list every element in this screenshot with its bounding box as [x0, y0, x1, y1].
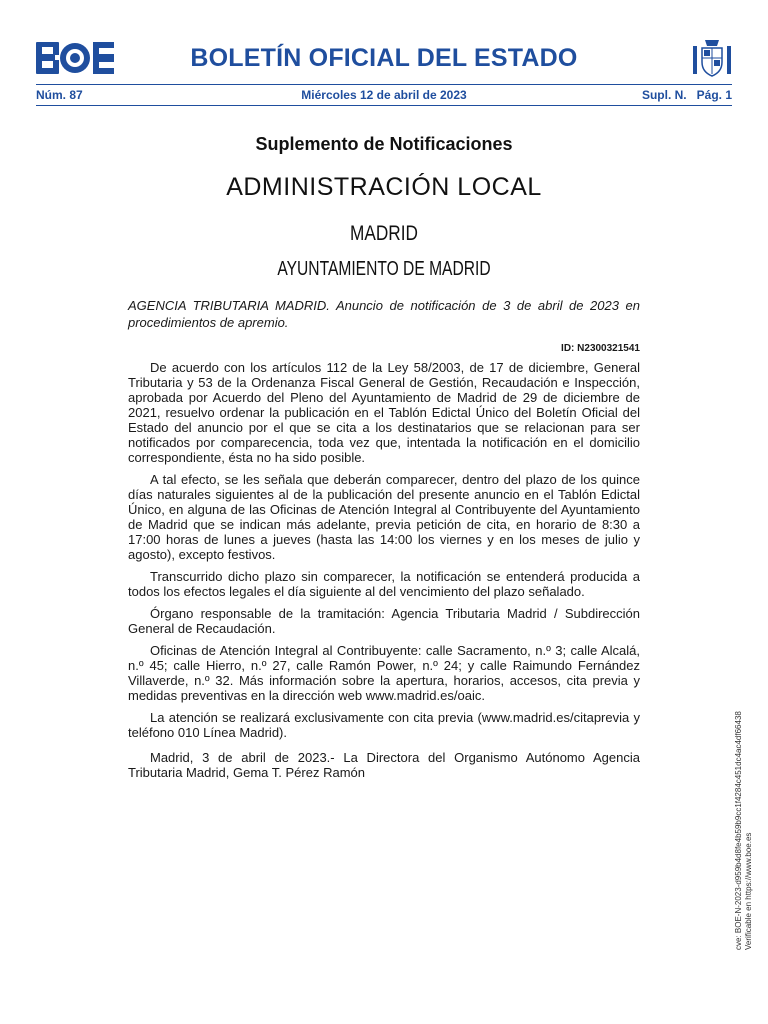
- administration-heading: ADMINISTRACIÓN LOCAL: [226, 173, 542, 201]
- page-number: Pág. 1: [696, 88, 732, 102]
- announcement-summary: AGENCIA TRIBUTARIA MADRID. Anuncio de notificación de 3 de abril de 2023 en procedimientos de apremio.: [128, 298, 640, 330]
- signature: Madrid, 3 de abril de 2023.- La Directora del Organismo Autónomo Agencia Tributaria Madrid, Gema T. Pérez Ramón: [128, 750, 640, 780]
- paragraph: A tal efecto, se les señala que deberán comparecer, dentro del plazo de los quince días naturales siguientes al de la publicación del presente anuncio en el Tablón Edictal Único, en alguna de las Oficinas de Atención Integral al Contribuyente del Ayuntamiento de Madrid que se indican más adelante, previa petición de cita, en horario de 8:30 a 17:00 horas de lunes a jueves (hasta las 14:00 los viernes y en los meses de julio y agosto), excepto festivos.: [128, 472, 640, 562]
- announcement-id: ID: N2300321541: [561, 343, 640, 354]
- issue-date: Miércoles 12 de abril de 2023: [301, 88, 467, 102]
- paragraph: La atención se realizará exclusivamente con cita previa (www.madrid.es/citaprevia y teléfono 010 Línea Madrid).: [128, 710, 640, 740]
- announcement-body: [128, 297, 640, 787]
- header-rule-top: [36, 84, 732, 85]
- paragraph: Oficinas de Atención Integral al Contribuyente: calle Sacramento, n.º 3; calle Alcalá, n.º 45; calle Hierro, n.º 27, calle Ramón Power, n.º 24; y calle Raimundo Fernández Villaverde, n.º 32. Más información sobre la apertura, horarios, accesos, cita previa y medidas preventivas en la dirección web www.madrid.es/oaic.: [128, 643, 640, 703]
- header-rule-bottom: [36, 105, 732, 106]
- masthead-title: BOLETÍN OFICIAL DEL ESTADO: [190, 44, 578, 72]
- paragraph: De acuerdo con los artículos 112 de la Ley 58/2003, de 17 de diciembre, General Tributaria y 53 de la Ordenanza Fiscal General de Gestión, Recaudación e Inspección, aprobada por Acuerdo del Pleno del Ayuntamiento de Madrid de 29 de diciembre de 2021, resuelvo ordenar la publicación en el Tablón Edictal Único del Boletín Oficial del Estado del anuncio por el que se cita a los destinatarios que se relacionan para ser notificados por comparecencia, toda vez que, intentada la notificación en el domicilio correspondiente, ésta no ha sido posible.: [128, 360, 640, 465]
- coat-of-arms-icon: [690, 36, 734, 80]
- verification-note: [734, 711, 754, 950]
- supplement-label: Supl. N.: [641, 88, 687, 102]
- cve-code: cve: BOE-N-2023-d959b4d8fe4b59b9cc1f4284c451dc4ac4df66438: [734, 711, 743, 950]
- province-heading: MADRID: [350, 222, 418, 245]
- issue-number: Núm. 87: [36, 88, 83, 102]
- boe-logo: [36, 42, 114, 74]
- verification-url: Verificable en https://www.boe.es: [744, 832, 753, 950]
- paragraph: Órgano responsable de la tramitación: Agencia Tributaria Madrid / Subdirección General de Recaudación.: [128, 606, 640, 636]
- entity-heading: AYUNTAMIENTO DE MADRID: [277, 258, 491, 280]
- paragraph: Transcurrido dicho plazo sin comparecer, la notificación se entenderá producida a todos los efectos legales el día siguiente al del vencimiento del plazo señalado.: [128, 569, 640, 599]
- supplement-title: Suplemento de Notificaciones: [255, 134, 513, 154]
- supplement-page: [642, 88, 732, 102]
